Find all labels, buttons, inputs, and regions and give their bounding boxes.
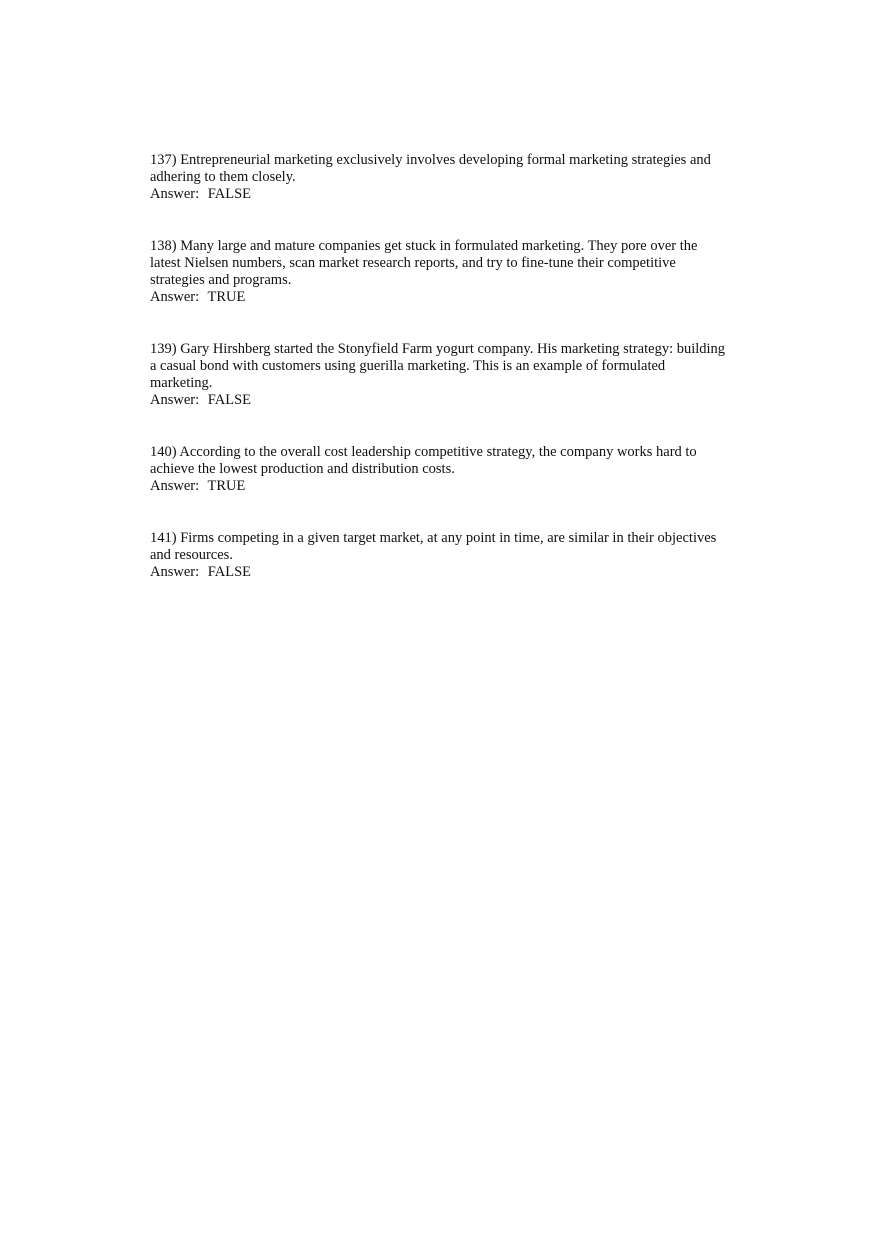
answer-label: Answer: <box>150 289 200 305</box>
answer-value: FALSE <box>207 564 252 580</box>
answer-value: TRUE <box>207 478 246 494</box>
question-text: 140) According to the overall cost leadership competitive strategy, the company works hard to achieve the lowest production and distribution costs. <box>150 444 697 477</box>
answer-value: TRUE <box>207 289 246 305</box>
question-text: 138) Many large and mature companies get stuck in formulated marketing. They pore over the latest Nielsen numbers, scan market research reports, and try to fine-tune their competitive strategies and programs. <box>150 238 698 288</box>
answer-line <box>150 564 730 581</box>
question-item-137 <box>150 152 730 203</box>
question-item-141 <box>150 530 730 581</box>
answer-value: FALSE <box>207 186 252 202</box>
question-item-138 <box>150 238 730 306</box>
question-list <box>150 152 730 616</box>
question-item-139 <box>150 341 730 409</box>
question-text: 139) Gary Hirshberg started the Stonyfield Farm yogurt company. His marketing strategy: building a casual bond with customers using guerilla marketing. This is an example of formulated marketing. <box>150 341 726 391</box>
answer-label: Answer: <box>150 478 200 494</box>
question-text: 137) Entrepreneurial marketing exclusively involves developing formal marketing strategies and adhering to them closely. <box>150 152 711 185</box>
answer-label: Answer: <box>150 392 200 408</box>
answer-label: Answer: <box>150 186 200 202</box>
question-item-140 <box>150 444 730 495</box>
answer-label: Answer: <box>150 564 200 580</box>
answer-line <box>150 289 730 306</box>
answer-line <box>150 186 730 203</box>
question-text: 141) Firms competing in a given target market, at any point in time, are similar in their objectives and resources. <box>150 530 717 563</box>
answer-line <box>150 478 730 495</box>
answer-value: FALSE <box>207 392 252 408</box>
answer-line <box>150 392 730 409</box>
